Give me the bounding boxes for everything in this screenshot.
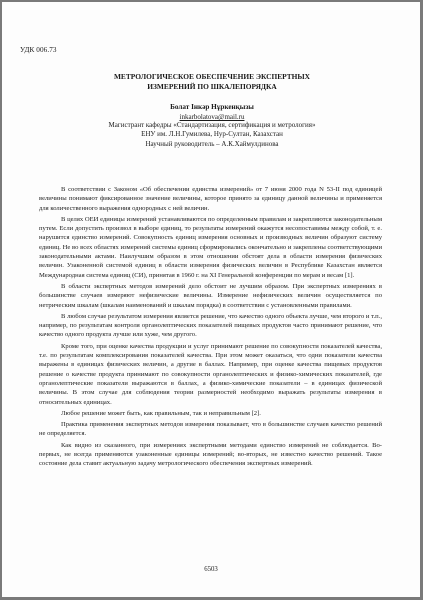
author-email-link[interactable]: inkarbolatova@mail.ru: [179, 113, 245, 121]
body-paragraph: В соответствии с Законом «Об обеспечении единства измерений» от 7 июня 2000 года N 53-II под единицей величины понимают фиксированное значение величины, которое принято за единицу данной величины и применяется для количественного выражения однородных с ней величин.: [39, 186, 382, 212]
body-paragraph: Кроме того, при оценке качества продукции и услуг принимают решение по совокупности показателей качества, т.е. по результатам комплексирования показателей качества. При этом может оказаться, что одни показатели качества выражены в единицах физических величин, а другие в баллах. Например, при оценке качества пищевых продуктов решение о качестве продукта принимают по совокупности органолептических и физико-химических показателей, где органолептические показатели выражаются в баллах, а физико-химические показатели – в единицах физической величины. В этом случае для соблюдения теории размерностей необходимо выражать результаты измерения в относительных единицах.: [39, 342, 382, 406]
article-title: [42, 72, 382, 92]
page-number: 6503: [204, 566, 218, 573]
article-body: [39, 185, 382, 471]
body-paragraph: В области экспертных методов измерений дело обстоит не лучшим образом. При экспертных измерениях в большинстве случаев измеряют нефизические величины. Измерение нефизических величин осуществляется по нетрическим шкалам (шкалам наименований и шкалам порядка) в соответствии с установленными правилами.: [39, 282, 382, 309]
udk-code: УДК 006.73: [20, 46, 57, 54]
body-paragraph: Практика применения экспертных методов измерения показывает, что в большинстве случаев качество решений не определяется.: [39, 421, 382, 438]
document-page: [2, 2, 420, 597]
body-paragraph: В любом случае результатом измерения является решение, что качество одного объекта лучше, чем второго и т.п., например, по результатам контроля органолептических показателей пищевых продуктов часто принимают решение, что качество одного продукта лучше или хуже, чем другого.: [39, 312, 382, 339]
title-line-2: ИЗМЕРЕНИЙ ПО ШКАЛЕПОРЯДКА: [147, 82, 277, 91]
affiliation-department: Магистрант кафедры «Стандартизация, сертификация и метрология»: [108, 121, 316, 129]
body-paragraph: Любое решение может быть, как правильным, так и неправильным [2].: [61, 409, 261, 417]
author-name: Болат Інкәр Нұркенқызы: [170, 103, 254, 111]
affiliation-block: [42, 121, 382, 149]
affiliation-university: ЕНУ им. Л.Н.Гумилева, Нур-Султан, Казахстан: [141, 130, 283, 139]
body-paragraph: Как видно из сказанного, при измерениях экспертными методами единство измерений не соблюдается. Во-первых, не всегда применяются узаконенные единицы измерений; во-вторых, не известно качество решений. Такое состояние дела ставит актуальную задачу метрологического обеспечения экспертных измерений.: [39, 441, 382, 468]
body-paragraph: В целях ОЕИ единицы измерений устанавливаются по определенным правилам и закрепляются законодательным путем. Если допустить произвол в выборе единиц, то результаты измерений окажутся несопоставимы между собой, т. е. нарушится единство измерений. Совокупность единиц измерения основных и производных величин образуют систему единиц. Не во всех областях измерений системы единиц сформировались окончательно и закреплены соответствующими законодательными актами. Наилучшим образом в этом отношении обстоят дела в области измерения физических величин. Узаконенной системой единиц в области измерения физических величин в Республике Казахстан является Международная система единиц (СИ), принятая в 1960 г. на XI Генеральной конференции по мерам и весам [1].: [39, 215, 382, 279]
title-line-1: МЕТРОЛОГИЧЕСКОЕ ОБЕСПЕЧЕНИЕ ЭКСПЕРТНЫХ: [113, 72, 311, 81]
affiliation-supervisor: Научный руководитель – А.К.Хаймулдинова: [145, 139, 279, 148]
